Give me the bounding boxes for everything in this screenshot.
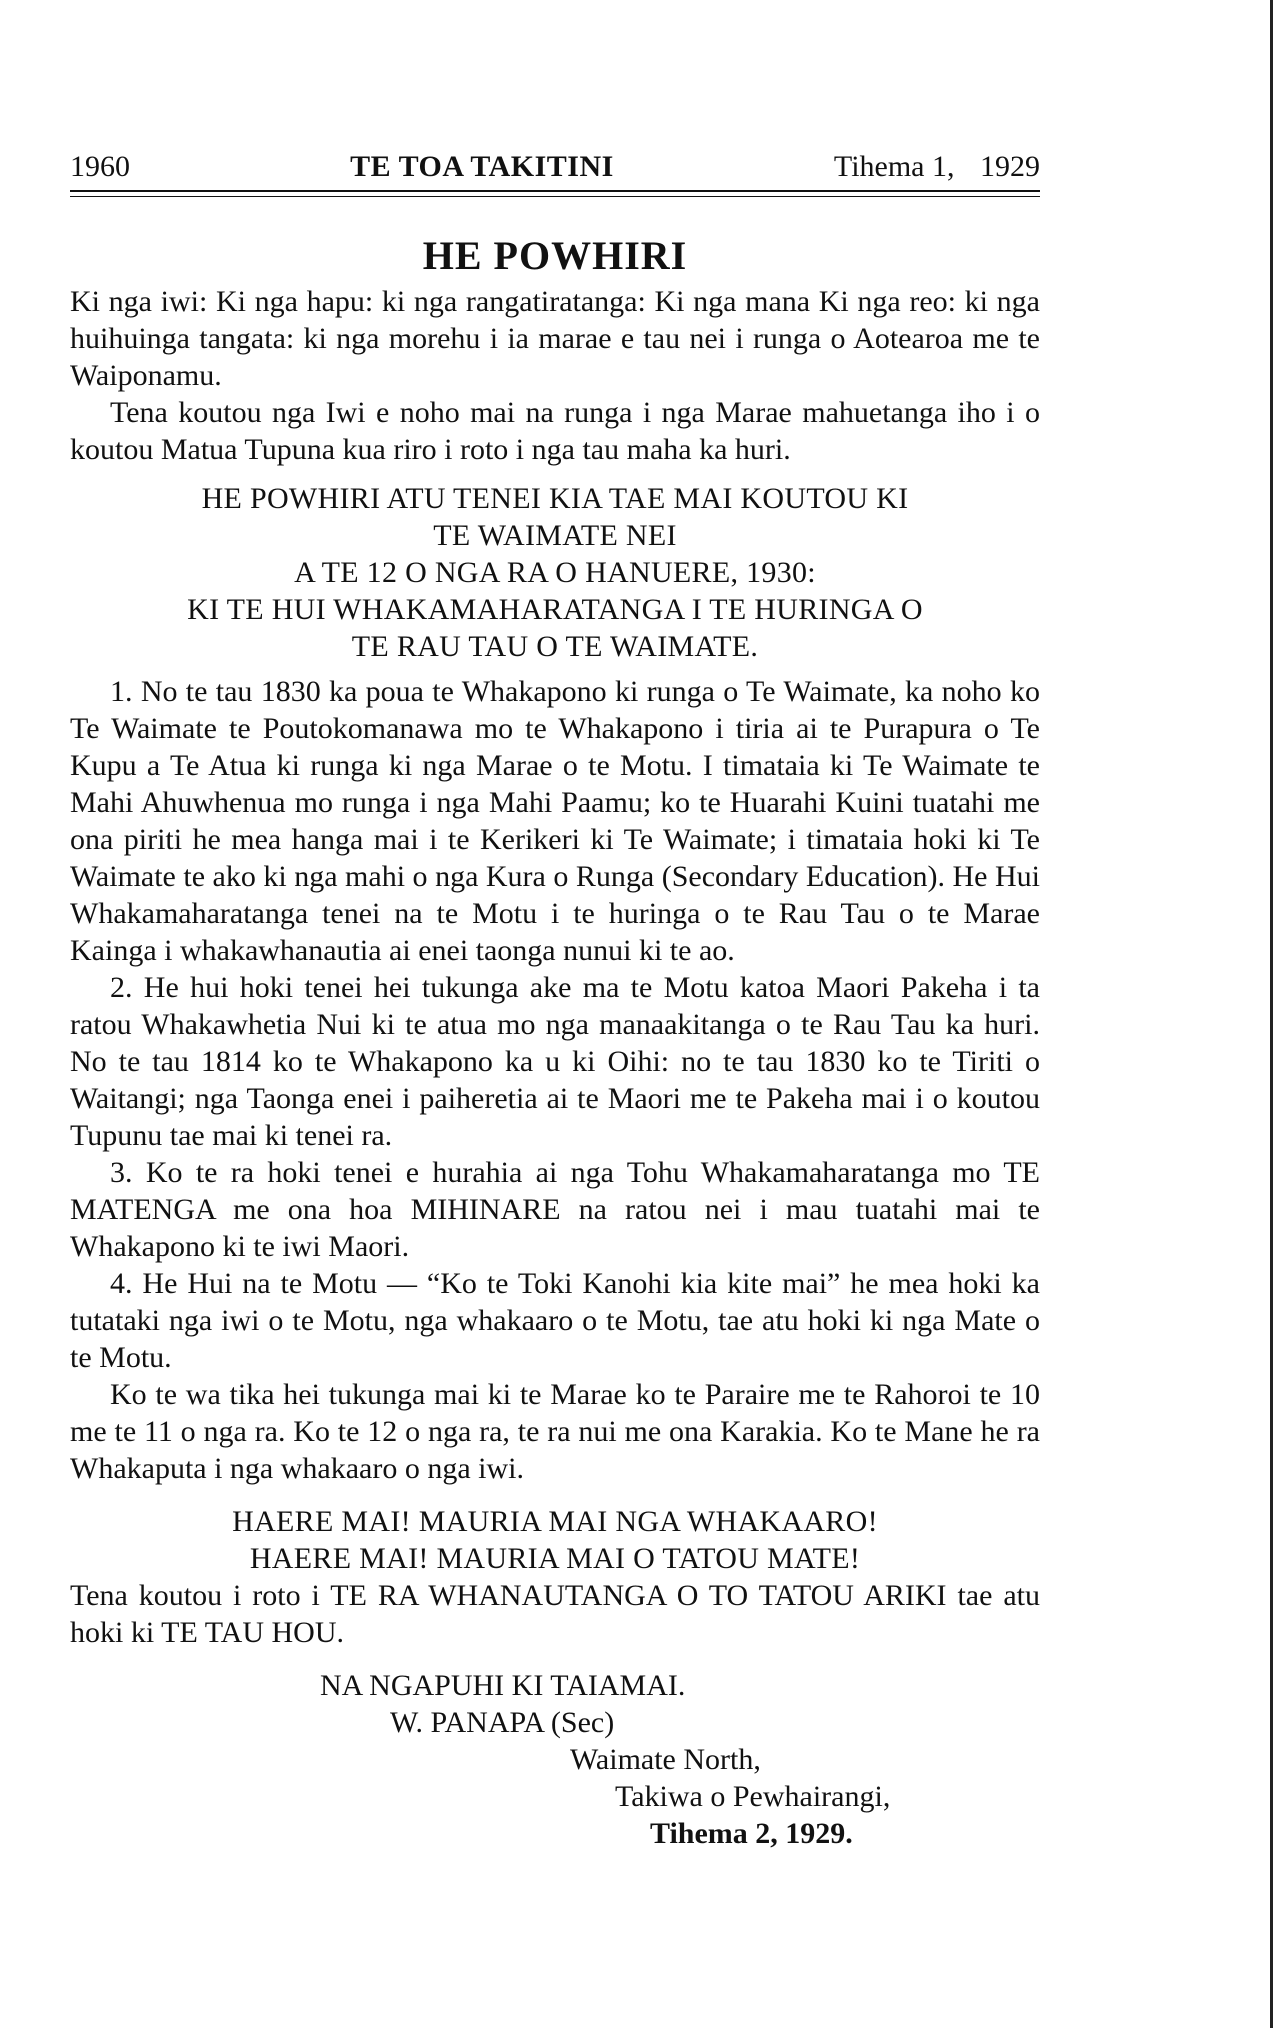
numbered-paragraphs [70, 673, 1040, 1487]
publication-title: TE TOA TAKITINI [350, 150, 614, 183]
announcement-line: A TE 12 O NGA RA O HANUERE, 1930: [294, 556, 816, 589]
paragraph-item: Ko te wa tika hei tukunga mai ki te Marae ko te Paraire me te Rahoroi te 10 me te 11 o nga ra. Ko te 12 o nga ra, te ra nui me ona Karakia. Ko te Mane he ra Whakaputa i nga whakaaro o nga iwi. [70, 1378, 1040, 1485]
closing-line: HAERE MAI! MAURIA MAI NGA WHAKAARO! [232, 1505, 878, 1538]
paragraph-item: 2. He hui hoki tenei hei tukunga ake ma te Motu katoa Maori Pakeha i ta ratou Whakawhetia Nui ki te atua mo nga manaakitanga o te Rau Tau ka huri. No te tau 1814 ko te Whakapono ka u ki Oihi: no te tau 1830 ko te Tiriti o Waitangi; nga Taonga enei i paiheretia ai te Maori me te Pakeha mai i o koutou Tupunu tae mai ki tenei ra. [70, 971, 1040, 1152]
closing-greeting: Tena koutou i roto i TE RA WHANAUTANGA O TO TATOU ARIKI tae atu hoki ki TE TAU HOU. [70, 1579, 1040, 1649]
page-header [70, 150, 1040, 192]
signature-date: Tihema 2, 1929. [650, 1817, 853, 1850]
issue-date [834, 150, 1040, 184]
announcement-line: TE RAU TAU O TE WAIMATE. [351, 630, 759, 663]
issue-year: 1929 [980, 150, 1040, 183]
document-page [70, 150, 1040, 1852]
paragraph-item: 3. Ko te ra hoki tenei e hurahia ai nga Tohu Whakamaharatanga mo TE MATENGA me ona hoa MIHINARE na ratou nei i mau tuatahi mai te Whakapono ki te iwi Maori. [70, 1156, 1040, 1263]
announcement-line: TE WAIMATE NEI [433, 519, 677, 552]
intro-paragraph: Ki nga iwi: Ki nga hapu: ki nga rangatiratanga: Ki nga mana Ki nga reo: ki nga huihuinga tangata: ki nga morehu i ia marae e tau nei i runga o Aotearoa me te Waiponamu. [70, 285, 1040, 392]
intro-paragraph: Tena koutou nga Iwi e noho mai na runga i nga Marae mahuetanga iho i o koutou Matua Tupuna kua riro i roto i nga tau maha ka huri. [70, 396, 1040, 466]
announcement [70, 480, 1040, 665]
signature-district: Takiwa o Pewhairangi, [615, 1780, 891, 1813]
page-edge-border [1270, 0, 1273, 2028]
paragraph-item: 1. No te tau 1830 ka poua te Whakapono ki runga o Te Waimate, ka noho ko Te Waimate te Poutokomanawa mo te Whakapono i tiria ai te Purapura o Te Kupu a Te Atua ki runga ki nga Marae o te Motu. I timataia ki Te Waimate te Mahi Ahuwhenua mo runga i nga Mahi Paamu; ko te Huarahi Kuini tuatahi me ona piriti he mea hanga mai i te Kerikeri ki Te Waimate; i timataia hoki ki Te Waimate te ako ki nga mahi o nga Kura o Runga (Secondary Education). He Hui Whakamaharatanga tenei na te Motu i te huringa o te Rau Tau o te Marae Kainga i whakawhanautia ai enei taonga nunui ki te ao. [70, 675, 1040, 967]
announcement-line: KI TE HUI WHAKAMAHARATANGA I TE HURINGA O [187, 593, 923, 626]
announcement-line: HE POWHIRI ATU TENEI KIA TAE MAI KOUTOU KI [201, 482, 909, 515]
closing-block [70, 1503, 1040, 1651]
paragraph-item: 4. He Hui na te Motu — “Ko te Toki Kanohi kia kite mai” he mea hoki ka tutataki nga iwi o te Motu, nga whakaaro o te Motu, tae atu hoki ki nga Mate o te Motu. [70, 1267, 1040, 1374]
issue-month: Tihema 1, [833, 150, 955, 183]
article-title: HE POWHIRI [422, 233, 688, 278]
signature-name: W. PANAPA (Sec) [390, 1706, 615, 1739]
page-number: 1960 [70, 150, 130, 183]
signature-org: NA NGAPUHI KI TAIAMAI. [320, 1669, 686, 1702]
signature-block [70, 1667, 1040, 1852]
closing-line: HAERE MAI! MAURIA MAI O TATOU MATE! [249, 1542, 861, 1575]
signature-place: Waimate North, [570, 1743, 761, 1776]
